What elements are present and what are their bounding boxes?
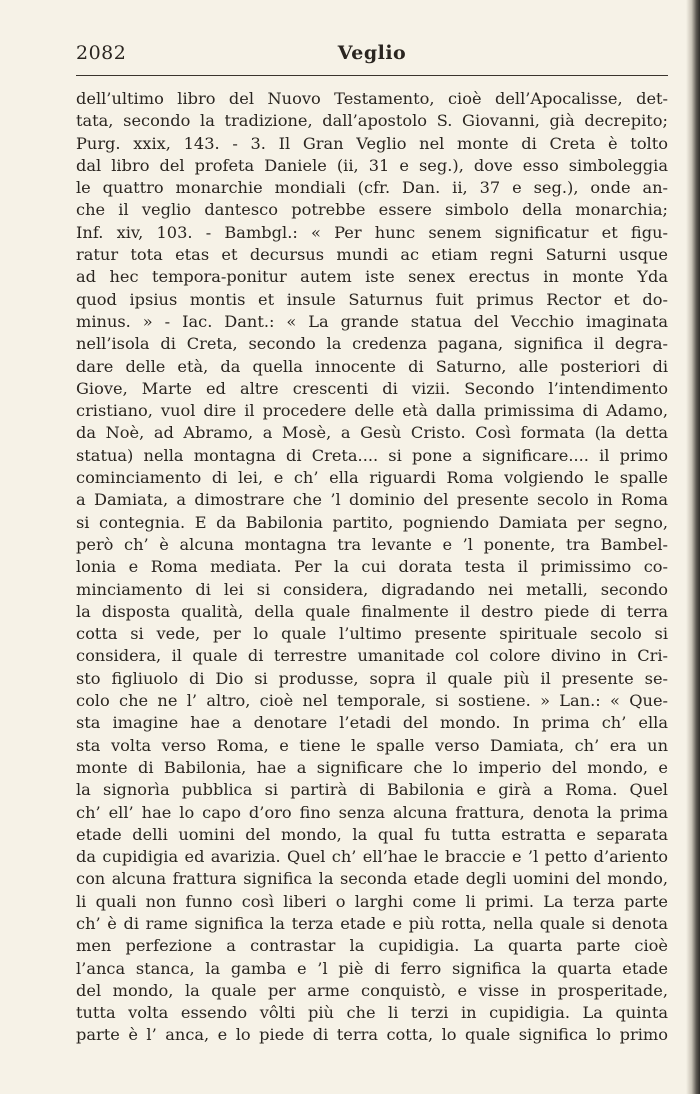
text-line: sto figliuolo di Dio si produsse, sopra il quale più il presente se- <box>76 668 668 688</box>
text-line: ad hec tempora-ponitur autem iste senex erectus in monte Yda <box>76 267 668 287</box>
text-line: dell’ultimo libro del Nuovo Testamento, cioè dell’Apocalisse, det- <box>76 89 668 108</box>
text-line: lonia e Roma mediata. Per la cui dorata testa il primissimo co- <box>76 557 668 577</box>
text-line: considera, il quale di terrestre umanitade col colore divino in Cri- <box>76 646 668 666</box>
text-line: cotta si vede, per lo quale l’ultimo presente spirituale secolo si <box>76 624 668 644</box>
text-line: nell’isola di Creta, secondo la credenza pagana, significa il degra- <box>76 334 668 354</box>
text-line: del mondo, la quale per arme conquistò, e visse in prosperitade, <box>76 980 668 1000</box>
text-line: minciamento di lei si considera, digradando nei metalli, secondo <box>76 579 668 599</box>
text-line: l’anca stanca, la gamba e ’l piè di ferro significa la quarta etade <box>76 958 668 978</box>
text-line: cominciamento di lei, e ch’ ella riguardi Roma volgiendo le spalle <box>76 468 668 488</box>
text-line: Purg. xxix, 143. - 3. Il Gran Veglio nel monte di Creta è tolto <box>76 133 668 153</box>
text-line: ch’ ell’ hae lo capo d’oro fino senza alcuna frattura, denota la prima <box>76 802 668 822</box>
text-line: da Noè, ad Abramo, a Mosè, a Gesù Cristo. Così formata (la detta <box>76 423 668 443</box>
page-edge-shadow <box>686 0 700 1094</box>
page-header <box>76 42 668 72</box>
text-line: dal libro del profeta Daniele (ii, 31 e seg.), dove esso simboleggia <box>76 155 668 175</box>
text-line: ch’ è di rame significa la terza etade e più rotta, nella quale si denota <box>76 913 668 933</box>
text-line: tata, secondo la tradizione, dall’apostolo S. Giovanni, già decrepito; <box>76 111 668 131</box>
text-line: tutta volta essendo vôlti più che li terzi in cupidigia. La quinta <box>76 1003 668 1023</box>
text-line: a Damiata, a dimostrare che ’l dominio del presente secolo in Roma <box>76 490 668 510</box>
text-line: parte è l’ anca, e lo piede di terra cotta, lo quale significa lo primo <box>76 1025 668 1045</box>
text-line: la signorìa pubblica si partirà di Babilonia e girà a Roma. Quel <box>76 780 668 800</box>
text-line: monte di Babilonia, hae a significare che lo imperio del mondo, e <box>76 757 668 777</box>
text-line: dare delle età, da quella innocente di Saturno, alle posteriori di <box>76 356 668 376</box>
text-line: la disposta qualità, della quale finalmente il destro piede di terra <box>76 601 668 621</box>
text-line: etade delli uomini del mondo, la qual fu tutta estratta e separata <box>76 824 668 844</box>
body-text <box>76 88 668 1047</box>
text-line: però ch’ è alcuna montagna tra levante e ’l ponente, tra Bambel- <box>76 534 668 554</box>
text-line: le quattro monarchie mondiali (cfr. Dan. ii, 37 e seg.), onde an- <box>76 178 668 198</box>
text-line: quod ipsius montis et insule Saturnus fuit primus Rector et do- <box>76 289 668 309</box>
text-line: colo che ne l’ altro, cioè nel temporale, si sostiene. » Lan.: « Que- <box>76 691 668 711</box>
text-line: si contegnia. E da Babilonia partito, pogniendo Damiata per segno, <box>76 512 668 532</box>
text-line: Inf. xiv, 103. - Bambgl.: « Per hunc senem significatur et figu- <box>76 222 668 242</box>
text-line: ratur tota etas et decursus mundi ac etiam regni Saturni usque <box>76 245 668 265</box>
text-line: minus. » - Iac. Dant.: « La grande statua del Vecchio imaginata <box>76 311 668 331</box>
text-line: statua) nella montagna di Creta.... si pone a significare.... il primo <box>76 445 668 465</box>
running-head: Veglio <box>337 42 407 64</box>
text-line: che il veglio dantesco potrebbe essere simbolo della monarchia; <box>76 200 668 220</box>
text-line: con alcuna frattura significa la seconda etade degli uomini del mondo, <box>76 869 668 889</box>
page-number: 2082 <box>76 42 127 64</box>
text-line: sta volta verso Roma, e tiene le spalle verso Damiata, ch’ era un <box>76 735 668 755</box>
text-line: men perfezione a contrastar la cupidigia. La quarta parte cioè <box>76 936 668 956</box>
header-rule <box>76 75 668 76</box>
text-line: da cupidigia ed avarizia. Quel ch’ ell’hae le braccie e ’l petto d’ariento <box>76 847 668 867</box>
text-line: cristiano, vuol dire il procedere delle età dalla primissima di Adamo, <box>76 401 668 421</box>
text-line: li quali non funno così liberi o larghi come li primi. La terza parte <box>76 891 668 911</box>
text-line: sta imagine hae a denotare l’etadi del mondo. In prima ch’ ella <box>76 713 668 733</box>
text-line: Giove, Marte ed altre crescenti di vizii. Secondo l’intendimento <box>76 378 668 398</box>
